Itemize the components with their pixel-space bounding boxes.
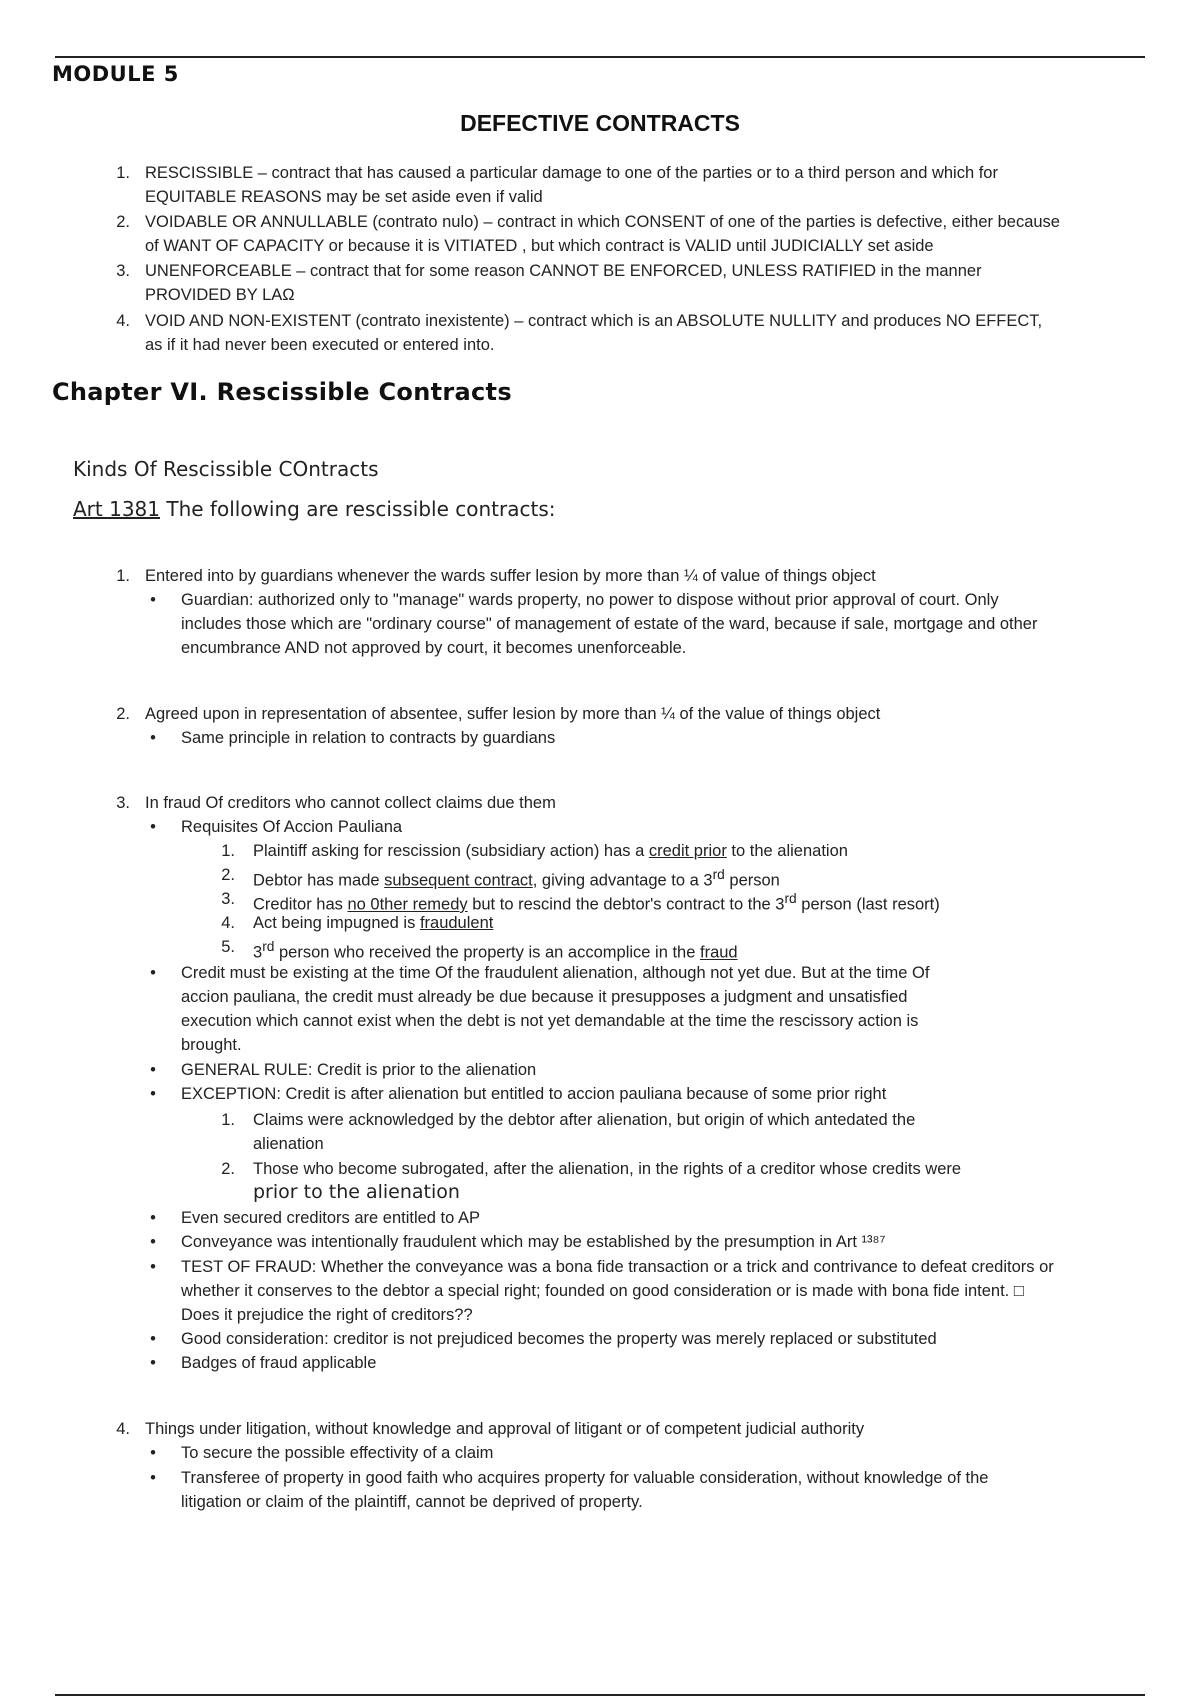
requisite: Plaintiff asking for rescission (subsidiary action) has a credit prior to the alienation: [253, 842, 848, 860]
module-label: MODULE 5: [52, 62, 179, 86]
bullet: •: [150, 729, 156, 747]
bullet: •: [150, 964, 156, 982]
document-page: MODULE 5 DEFECTIVE CONTRACTS 1. RESCISSIBLE – contract that has caused a particular damage to one of the parties or to a third person and which for EQUITABLE REASONS may be set aside even if valid 2. VOIDABLE OR ANNULLABLE (contrato nulo) – contract in which CONSENT of one of the parties is defective, either because of WANT OF CAPACITY or because it is VITIATED , but which contract is VALID until JUDICIALLY set aside 3. UNENFORCEABLE – contract that for some reason CANNOT BE ENFORCED, UNLESS RATIFIED in the manner PROVIDED BY LAΩ 4. VOID AND NON-EXISTENT (contrato inexistente) – contract which is an ABSOLUTE NULLITY and produces NO EFFECT, as if it had never been executed or entered into. Chapter VI. Rescissible Contracts Kinds Of Rescissible COntracts Art 1381 The following are rescissible contracts: 1. Entered into by guardians whenever the wards suffer lesion by more than ¼ of value of things object • Guardian: authorized only to "manage" wards property, no power to dispose without prior approval of court. Only includes those which are "ordinary course" of management of estate of the ward, because if sale, mortgage and other encumbrance AND not approved by court, it becomes unenforceable. 2. Agreed upon in representation of absentee, suffer lesion by more than ¼ of the value of things object • Same principle in relation to contracts by guardians 3. In fraud Of creditors who cannot collect claims due them • Requisites Of Accion Pauliana 1. Plaintiff asking for rescission (subsidiary action) has a credit prior to the alienation 2. Debtor has made subsequent contract, giving advantage to a 3rd person 3. Creditor has no 0ther remedy but to rescind the debtor's contract to the 3rd person (last resort) 4. Act being impugned is fraudulent 5. 3rd person who received the property is an accomplice in the fraud • Credit must be existing at the time Of the fraudulent alienation, although not yet due. But at the time Of accion pauliana, the credit must already be due because it presupposes a judgment and unsatisfied execution which cannot exist when the debt is not yet demandable at the time the rescissory action is brought. • GENERAL RULE: Credit is prior to the alienation • EXCEPTION: Credit is after alienation but entitled to accion pauliana because of some prior right 1. Claims were acknowledged by the debtor after alienation, but origin of which antedated the alienation 2. Those who become subrogated, after the alienation, in the rights of a creditor whose credits were prior to the alienation • Even secured creditors are entitled to AP • Conveyance was intentionally fraudulent which may be established by the presumption in Art ¹³⁸⁷ • TEST OF FRAUD: Whether the conveyance was a bona fide transaction or a trick and contrivance to defeat creditors or whether it conserves to the debtor a special right; founded on good consideration or is made with bona fide intent. □ Does it prejudice the right of creditors?? • Good consideration: creditor is not prejudiced becomes the property was merely replaced or substituted • Badges of fraud applicable 4. Things under litigation, without knowledge and approval of litigant or of competent judicial authority • To secure the possible effectivity of a claim • Transferee of property in good faith who acquires property for valuable consideration, without knowledge of the litigation or claim of the plaintiff, cannot be deprived of property.: [0, 0, 1200, 1700]
article-text: The following are rescissible contracts:: [160, 497, 556, 521]
chapter-heading: Chapter VI. Rescissible Contracts: [52, 378, 512, 406]
bullet: •: [150, 1085, 156, 1103]
bullet: •: [150, 1330, 156, 1348]
requisite: Act being impugned is fraudulent: [253, 914, 494, 932]
bottom-rule: [55, 1694, 1145, 1696]
bullet: •: [150, 1444, 156, 1462]
top-rule: [55, 56, 1145, 58]
requisite: 3rd person who received the property is an accomplice in the fraud: [253, 939, 738, 962]
bullet: •: [150, 1354, 156, 1372]
bullet: •: [150, 1061, 156, 1079]
bullet: •: [150, 818, 156, 836]
requisite: Creditor has no 0ther remedy but to rescind the debtor's contract to the 3rd person (last resort): [253, 891, 940, 914]
bullet: •: [150, 1258, 156, 1276]
requisite: Debtor has made subsequent contract, giving advantage to a 3rd person: [253, 867, 780, 890]
article-line: [73, 497, 556, 521]
bullet: •: [150, 1209, 156, 1227]
section-heading: Kinds Of Rescissible COntracts: [73, 457, 379, 481]
article-ref: Art 1381: [73, 497, 161, 521]
bullet: •: [150, 591, 156, 609]
document-title: DEFECTIVE CONTRACTS: [460, 110, 740, 136]
bullet: •: [150, 1469, 156, 1487]
bullet: •: [150, 1233, 156, 1251]
